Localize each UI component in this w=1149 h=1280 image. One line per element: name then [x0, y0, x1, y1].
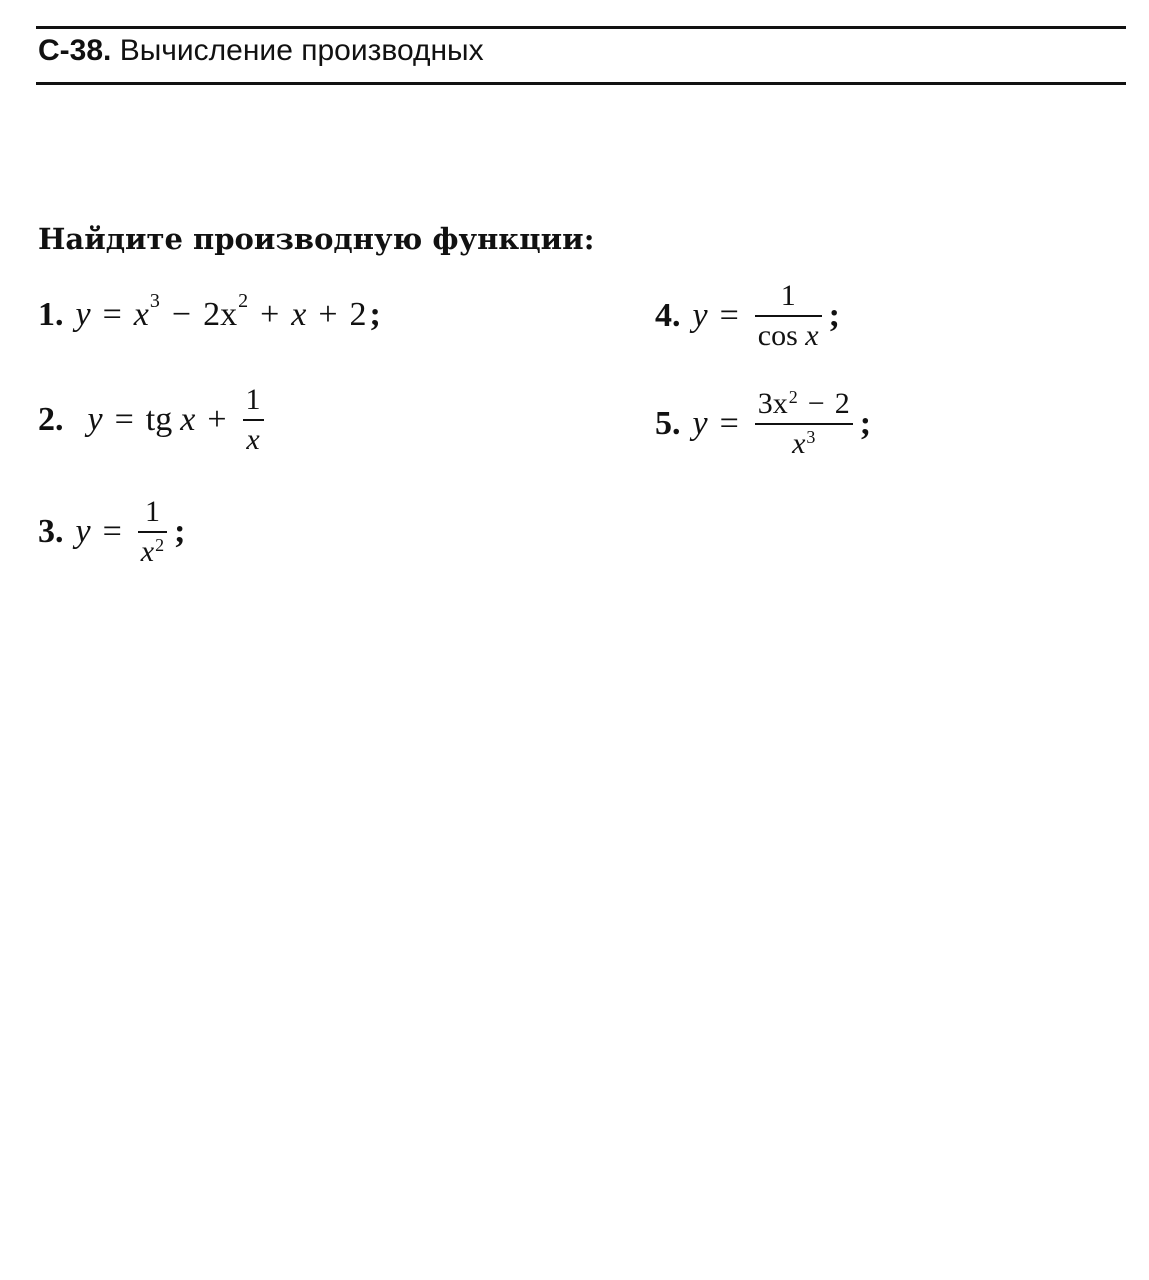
den-base: x [140, 534, 155, 568]
cos-function: cos [757, 318, 798, 352]
minus: − [807, 387, 825, 420]
exponent: 3 [149, 289, 160, 312]
var-x: x [180, 400, 196, 438]
task-number: 5. [655, 404, 681, 442]
fraction-bar [755, 315, 822, 317]
task-number: 4. [655, 296, 681, 334]
minus: − [171, 296, 192, 333]
task-1 [38, 289, 381, 334]
denominator [138, 536, 167, 568]
plus: + [260, 296, 280, 333]
numerator [755, 388, 853, 420]
fraction-bar [138, 531, 167, 533]
numerator: 1 [780, 279, 796, 312]
semicolon: ; [369, 296, 381, 333]
equals: = [719, 404, 739, 442]
exponent: 2 [788, 387, 798, 407]
numerator: 1 [245, 383, 261, 416]
constant: 2 [349, 296, 367, 333]
task-5 [655, 388, 871, 459]
task-3 [38, 496, 185, 567]
instruction: Найдите производную функции: [38, 222, 595, 256]
denominator [755, 320, 822, 352]
exponent: 2 [238, 289, 249, 312]
var-x: x [291, 296, 307, 333]
fraction [138, 496, 167, 567]
section-code-dot: . [103, 34, 112, 67]
constant: 2 [834, 387, 850, 420]
task-number: 1. [38, 296, 64, 333]
var-y: y [692, 296, 708, 334]
var-y: y [75, 296, 91, 333]
term-2x: 2x [203, 296, 238, 333]
denominator [789, 428, 818, 460]
fraction-bar [243, 419, 264, 421]
var-x: x [133, 296, 149, 333]
var-y: y [75, 512, 91, 550]
semicolon: ; [828, 296, 840, 334]
equals: = [114, 400, 134, 438]
denominator: x [246, 422, 260, 456]
section-code: С-38 [38, 34, 104, 67]
var-x: x [805, 318, 819, 352]
semicolon: ; [174, 512, 186, 550]
equals: = [719, 296, 739, 334]
page-header [38, 34, 484, 68]
plus: + [207, 400, 227, 438]
bottom-rule [36, 82, 1126, 85]
fraction [755, 388, 853, 459]
task-2 [38, 384, 268, 455]
fraction [243, 384, 264, 455]
fraction-bar [755, 423, 853, 425]
fraction [755, 280, 822, 351]
var-y: y [692, 404, 708, 442]
equals: = [102, 296, 122, 333]
semicolon: ; [859, 404, 872, 442]
den-base: x [792, 426, 806, 460]
term-3x: 3x [757, 387, 788, 420]
tg-function: tg [145, 400, 173, 438]
var-y: y [87, 400, 103, 438]
numerator: 1 [144, 495, 160, 528]
equals: = [102, 512, 122, 550]
top-rule [36, 26, 1126, 29]
exponent: 2 [155, 534, 165, 555]
task-number: 2. [38, 400, 64, 438]
task-4 [655, 280, 840, 351]
exponent: 3 [806, 426, 816, 447]
task-number: 3. [38, 512, 64, 550]
section-title: Вычисление производных [119, 34, 484, 67]
plus: + [318, 296, 338, 333]
